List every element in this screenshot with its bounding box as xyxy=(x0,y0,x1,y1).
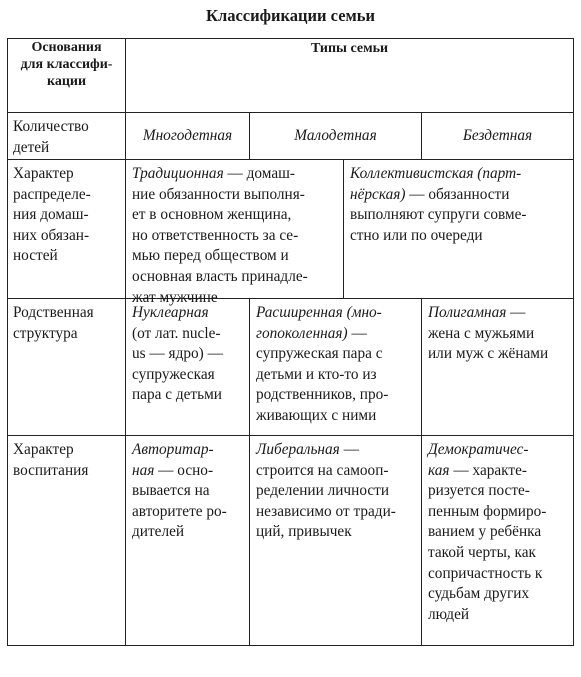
text-line: основная власть принадле- xyxy=(132,267,308,285)
text-line: Полигамная — xyxy=(428,304,526,321)
text-line: супружеская xyxy=(132,365,215,383)
type-text xyxy=(250,436,421,543)
text-line: ределении личности xyxy=(256,482,390,500)
text-line: жена с мужьями xyxy=(428,324,535,342)
type-cell xyxy=(126,436,250,646)
text-line: сопричастность к xyxy=(428,564,543,582)
text-line: пенным формиро- xyxy=(428,502,547,520)
header-basis-cell xyxy=(8,39,126,113)
type-cell xyxy=(422,436,574,646)
basis-cell xyxy=(8,160,126,299)
header-basis-line: для классифи- xyxy=(20,57,113,72)
basis-line: Характер xyxy=(13,165,74,182)
type-name: Расширенная (мно- xyxy=(256,304,382,321)
type-name: гопоколенная) xyxy=(256,324,348,342)
basis-line: детей xyxy=(13,138,50,156)
type-cell xyxy=(126,160,574,306)
text-line: живающих с ними xyxy=(256,406,377,424)
text-line xyxy=(350,164,571,185)
type-text xyxy=(126,436,249,543)
text-line: кая — характе- xyxy=(428,461,527,479)
text-line: Традиционная — домаш- xyxy=(132,165,296,182)
type-name: Коллективистская (парт- xyxy=(350,165,522,182)
type-text xyxy=(422,436,573,625)
text-line: ций, привычек xyxy=(256,523,352,541)
classification-table xyxy=(7,38,574,646)
type-name: ная xyxy=(132,461,155,479)
table-row xyxy=(8,299,574,436)
header-types-cell xyxy=(126,39,574,113)
type-text xyxy=(126,299,249,406)
basis-line: них обязан- xyxy=(13,226,90,244)
text-line: (от лат. nucle- xyxy=(132,324,221,342)
type-cell-traditional xyxy=(126,160,344,306)
table-row xyxy=(8,113,574,160)
text-line: ет в основном женщина, xyxy=(132,206,292,224)
text-line: us — ядро) — xyxy=(132,345,223,363)
type-text xyxy=(422,299,573,365)
type-text xyxy=(344,160,573,246)
type-cell: Многодетная xyxy=(126,113,250,160)
text-line: детьми и кто-то из xyxy=(256,365,377,383)
text-line: такой черты, как xyxy=(428,543,536,561)
basis-line: распределе- xyxy=(13,185,91,203)
text-line: дителей xyxy=(132,523,185,541)
type-name: нёрская) xyxy=(350,185,406,203)
header-row xyxy=(8,39,574,113)
type-name: Авторитар- xyxy=(132,441,214,458)
basis-cell xyxy=(8,113,126,160)
type-name: Демократичес- xyxy=(428,441,529,458)
text-line: пара с детьми xyxy=(132,386,222,404)
table-row xyxy=(8,160,574,299)
type-name: кая xyxy=(428,461,450,479)
text-line: нёрская) — обязанности xyxy=(350,185,510,203)
basis-cell xyxy=(8,436,126,646)
type-cell: Малодетная xyxy=(250,113,422,160)
text-line: стно или по очереди xyxy=(350,226,483,244)
text-line: вывается на xyxy=(132,482,210,500)
type-cell xyxy=(126,299,250,436)
basis-cell xyxy=(8,299,126,436)
basis-line: ния домаш- xyxy=(13,206,89,224)
text-line: мью перед обществом и xyxy=(132,247,289,265)
text-line: ние обязанности выполня- xyxy=(132,185,305,203)
type-cell xyxy=(250,436,422,646)
text-line: строится на самооп- xyxy=(256,461,389,479)
header-types-label: Типы семьи xyxy=(310,41,389,56)
type-text xyxy=(126,160,343,308)
type-text xyxy=(250,299,421,427)
type-name: Полигамная xyxy=(428,304,507,321)
header-basis-line: Основания xyxy=(31,40,102,55)
text-line: авторитете ро- xyxy=(132,502,227,520)
type-name: Традиционная xyxy=(132,165,224,182)
type-cell xyxy=(250,299,422,436)
text-line: гопоколенная) — xyxy=(256,324,367,342)
text-line: родственников, про- xyxy=(256,386,389,404)
text-line xyxy=(132,440,247,461)
basis-line: структура xyxy=(13,324,78,342)
text-line: Либеральная — xyxy=(256,441,359,458)
text-line: ризуется посте- xyxy=(428,482,530,500)
basis-line: Родственная xyxy=(13,304,94,321)
text-line: людей xyxy=(428,605,470,623)
text-line: ная — осно- xyxy=(132,461,214,479)
type-cell: Бездетная xyxy=(422,113,574,160)
type-cell xyxy=(422,299,574,436)
text-line xyxy=(256,303,419,324)
basis-line: Характер xyxy=(13,441,74,458)
text-line: или муж с жёнами xyxy=(428,345,549,363)
type-name: Либеральная xyxy=(256,441,340,458)
text-line: супружеская пара с xyxy=(256,345,383,363)
text-line: выполняют супруги совме- xyxy=(350,206,527,224)
text-line: жат мужчине xyxy=(132,288,218,306)
type-name: Нуклеарная xyxy=(132,304,209,321)
table-row xyxy=(8,436,574,646)
text-line: судьбам других xyxy=(428,585,530,603)
text-line: ванием у ребёнка xyxy=(428,523,542,541)
table-title: Классификации семьи xyxy=(205,6,376,25)
text-line: но ответственность за се- xyxy=(132,226,299,244)
type-cell-collectivist xyxy=(344,160,573,298)
header-basis-line: кации xyxy=(46,74,87,89)
basis-line: ностей xyxy=(13,247,58,265)
text-line: независимо от тради- xyxy=(256,502,396,520)
basis-line: воспитания xyxy=(13,461,89,479)
text-line xyxy=(428,440,571,461)
basis-line: Количество xyxy=(13,118,89,135)
